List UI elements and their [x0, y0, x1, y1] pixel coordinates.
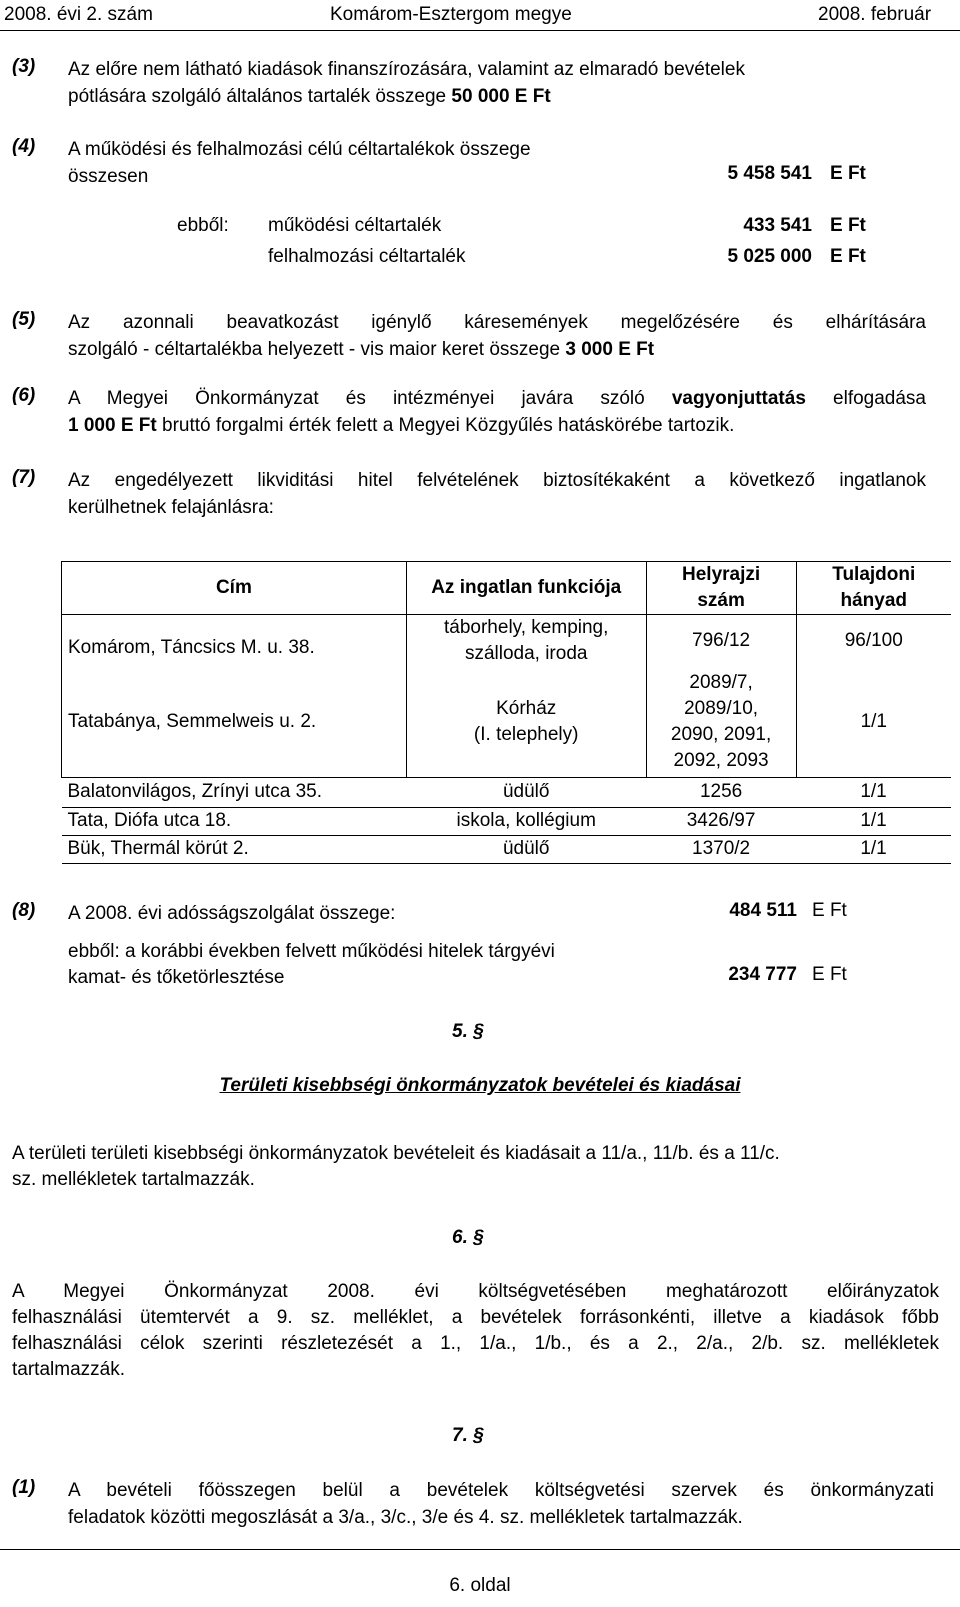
cell-hanyad: 1/1 [796, 835, 951, 863]
reserve-item-unit: E Ft [830, 246, 866, 267]
paragraph-6-line-1: A Megyei Önkormányzat és intézményei javára szóló vagyonjuttatás elfogadása [68, 388, 926, 409]
section-sign: § [473, 1425, 484, 1446]
table-row [62, 835, 952, 863]
footer-divider [0, 1549, 960, 1550]
repayment-amount: 234 777 [728, 964, 797, 985]
paragraph-8-line-3: kamat- és tőketörlesztése [68, 967, 285, 988]
reserve-item-label: felhalmozási céltartalék [268, 246, 466, 267]
reserve-item-amount: 5 025 000 [727, 246, 812, 267]
cell-funkcio: üdülő [406, 777, 646, 807]
table-row [62, 615, 952, 668]
header-issue: 2008. évi 2. szám [4, 4, 153, 25]
cell-cim: Tata, Diófa utca 18. [62, 807, 407, 835]
paragraph-number-7: (7) [12, 467, 36, 488]
paragraph-4-line-2: összesen [68, 166, 149, 187]
section-sign: § [473, 1021, 484, 1042]
table-row [62, 667, 952, 777]
property-table [61, 561, 951, 864]
paragraph-number-6: (6) [12, 385, 36, 406]
cell-funkcio: táborhely, kemping, szálloda, iroda [406, 615, 646, 668]
cell-cim: Balatonvilágos, Zrínyi utca 35. [62, 777, 407, 807]
table-row [62, 807, 952, 835]
section-5-heading: 5. § [452, 1021, 484, 1042]
section-7-heading: 7. § [452, 1425, 484, 1446]
debt-service-unit: E Ft [812, 900, 847, 921]
header-cim: Cím [62, 562, 407, 615]
paragraph-8-line-2: ebből: a korábbi években felvett működési hitelek tárgyévi [68, 941, 555, 962]
paragraph-number-8: (8) [12, 900, 36, 921]
cell-cim: Komárom, Táncsics M. u. 38. [62, 615, 407, 668]
cell-hanyad: 1/1 [796, 807, 951, 835]
paragraph-number-3: (3) [12, 56, 36, 77]
reserve-item-unit: E Ft [830, 215, 866, 236]
reserve-amount: 50 000 E Ft [451, 86, 551, 107]
page-number: 6. oldal [449, 1575, 511, 1596]
section-6-line-4: tartalmazzák. [12, 1359, 125, 1380]
cell-hrsz: 1370/2 [646, 835, 796, 863]
header-date: 2008. február [818, 4, 932, 25]
header-helyrajzi-szam: Helyrajzi szám [646, 562, 796, 615]
section-6-line-1: A Megyei Önkormányzat 2008. évi költségvetésében meghatározott előirányzatok [12, 1281, 939, 1302]
header-county: Komárom-Esztergom megye [330, 4, 572, 25]
header-tulajdoni-hanyad: Tulajdoni hányad [796, 562, 951, 615]
cell-hrsz: 3426/97 [646, 807, 796, 835]
section-6-line-3: felhasználási célok szerinti részletezését a 1., 1/a., 1/b., és a 2., 2/a., 2/b. sz. mellékletek [12, 1333, 939, 1354]
paragraph-7-line-2: kerülhetnek felajánlásra: [68, 497, 274, 518]
cell-funkcio: Kórház (I. telephely) [406, 667, 646, 777]
paragraph-3-line-2: pótlására szolgáló általános tartalék összege 50 000 E Ft [68, 86, 551, 107]
cell-hrsz: 2089/7, 2089/10, 2090, 2091, 2092, 2093 [646, 667, 796, 777]
debt-service-amount: 484 511 [729, 900, 797, 921]
section-7-paragraph-number: (1) [12, 1477, 36, 1498]
reserve-total-unit: E Ft [830, 163, 866, 184]
paragraph-5-line-1: Az azonnali beavatkozást igénylő káresemények megelőzésére és elhárítására [68, 312, 926, 333]
section-6-heading: 6. § [452, 1227, 484, 1248]
paragraph-7-line-1: Az engedélyezett likviditási hitel felvételének biztosítékaként a következő ingatlanok [68, 470, 926, 491]
reserve-item-amount: 433 541 [743, 215, 812, 236]
reserve-total-amount: 5 458 541 [727, 163, 812, 184]
vis-maior-amount: 3 000 E Ft [565, 339, 655, 360]
table-row [62, 777, 952, 807]
section-7-line-1: A bevételi főösszegen belül a bevételek költségvetési szervek és önkormányzati [68, 1480, 934, 1501]
cell-hanyad: 96/100 [796, 615, 951, 668]
header-funkcio: Az ingatlan funkciója [406, 562, 646, 615]
section-sign: § [473, 1227, 484, 1248]
cell-cim: Bük, Thermál körút 2. [62, 835, 407, 863]
section-7-line-2: feladatok közötti megoszlását a 3/a., 3/c., 3/e és 4. sz. mellékletek tartalmazzák. [68, 1507, 743, 1528]
cell-hrsz: 1256 [646, 777, 796, 807]
cell-funkcio: iskola, kollégium [406, 807, 646, 835]
paragraph-6-line-2: 1 000 E Ft bruttó forgalmi érték felett a Megyei Közgyűlés hatáskörébe tartozik. [68, 415, 735, 436]
repayment-unit: E Ft [812, 964, 847, 985]
cell-hanyad: 1/1 [796, 667, 951, 777]
paragraph-3-line-1: Az előre nem látható kiadások finanszírozására, valamint az elmaradó bevételek [68, 59, 745, 80]
cell-cim: Tatabánya, Semmelweis u. 2. [62, 667, 407, 777]
cell-hrsz: 796/12 [646, 615, 796, 668]
reserve-item-label: működési céltartalék [268, 215, 442, 236]
section-5-title: Területi kisebbségi önkormányzatok bevételei és kiadásai [219, 1075, 741, 1096]
paragraph-5-line-2: szolgáló - céltartalékba helyezett - vis maior keret összege 3 000 E Ft [68, 339, 655, 360]
ebbol-label: ebből: [177, 215, 229, 236]
cell-hanyad: 1/1 [796, 777, 951, 807]
paragraph-number-5: (5) [12, 309, 36, 330]
page-header [0, 0, 960, 31]
section-5-line-2: sz. mellékletek tartalmazzák. [12, 1169, 255, 1190]
table-header-row [62, 562, 952, 615]
cell-funkcio: üdülő [406, 835, 646, 863]
section-6-line-2: felhasználási ütemtervét a 9. sz. melléklet, a bevételek forrásonkénti, illetve a kiadások főbb [12, 1307, 939, 1328]
section-5-line-1: A területi területi kisebbségi önkormányzatok bevételeit és kiadásait a 11/a., 11/b. és a 11/c. [12, 1143, 780, 1164]
paragraph-8-line-1: A 2008. évi adósságszolgálat összege: [68, 903, 396, 924]
paragraph-number-4: (4) [12, 136, 36, 157]
paragraph-4-line-1: A működési és felhalmozási célú céltartalékok összege [68, 139, 531, 160]
